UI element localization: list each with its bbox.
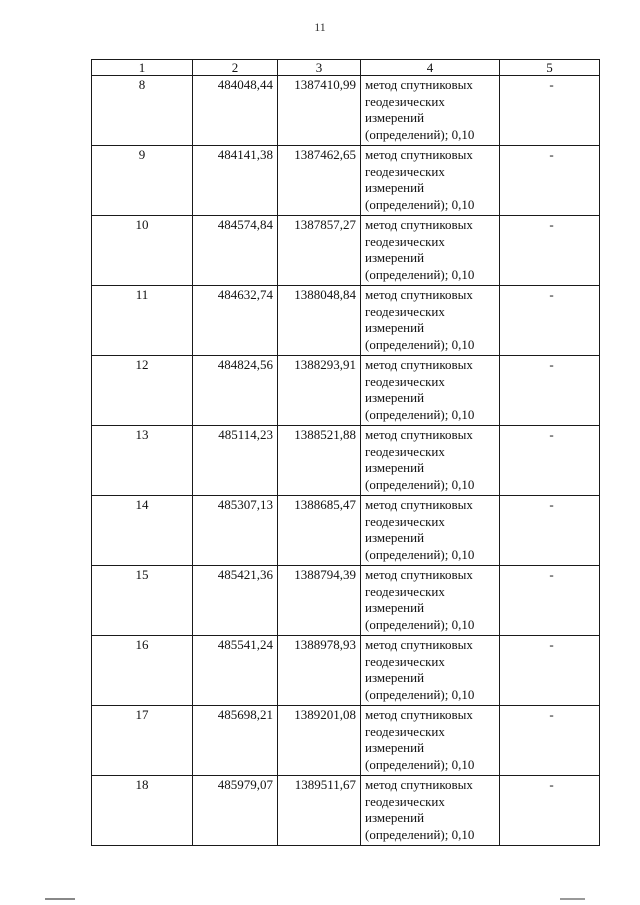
- method-cell: [361, 496, 500, 566]
- point-number-cell: 12: [92, 356, 193, 426]
- method-line: (определений); 0,10: [365, 686, 475, 702]
- method-line: метод спутниковых: [365, 427, 473, 442]
- note-cell: [500, 776, 600, 846]
- method-line: измерений: [365, 810, 425, 825]
- method-line: измерений: [365, 320, 425, 335]
- method-line: геодезических: [365, 653, 445, 669]
- y-coordinate-cell: 1388521,88: [278, 426, 361, 496]
- y-coordinate-cell: 1388293,91: [278, 356, 361, 426]
- note-dash: -: [549, 567, 554, 582]
- method-line: метод спутниковых: [365, 287, 473, 302]
- method-line: метод спутниковых: [365, 497, 473, 512]
- method-line: измерений: [365, 250, 425, 265]
- method-line: измерений: [365, 460, 425, 475]
- method-line: геодезических: [365, 793, 445, 809]
- header-col-4: 4: [361, 60, 500, 76]
- method-line: измерений: [365, 740, 425, 755]
- y-coordinate-cell: 1389201,08: [278, 706, 361, 776]
- method-cell: [361, 776, 500, 846]
- header-row: [92, 60, 600, 76]
- table-row: [92, 776, 600, 846]
- note-cell: [500, 496, 600, 566]
- note-dash: -: [549, 427, 554, 442]
- y-coordinate-cell: 1388978,93: [278, 636, 361, 706]
- point-number-cell: 18: [92, 776, 193, 846]
- header-col-1: 1: [92, 60, 193, 76]
- table-row: [92, 76, 600, 146]
- header-col-3: 3: [278, 60, 361, 76]
- method-line: метод спутниковых: [365, 77, 473, 92]
- method-line: (определений); 0,10: [365, 826, 475, 842]
- method-line: измерений: [365, 180, 425, 195]
- method-cell: [361, 566, 500, 636]
- y-coordinate-cell: 1389511,67: [278, 776, 361, 846]
- method-cell: [361, 216, 500, 286]
- y-coordinate-cell: 1387857,27: [278, 216, 361, 286]
- table-row: [92, 426, 600, 496]
- footer-mark-left: [45, 898, 75, 900]
- method-line: (определений); 0,10: [365, 756, 475, 772]
- coordinates-table: [91, 59, 600, 846]
- table-body: [92, 76, 600, 846]
- point-number-cell: 11: [92, 286, 193, 356]
- method-line: (определений); 0,10: [365, 616, 475, 632]
- x-coordinate-cell: 484632,74: [193, 286, 278, 356]
- table-row: [92, 286, 600, 356]
- method-cell: [361, 146, 500, 216]
- point-number-cell: 15: [92, 566, 193, 636]
- method-line: (определений); 0,10: [365, 476, 475, 492]
- x-coordinate-cell: 484048,44: [193, 76, 278, 146]
- header-col-5: 5: [500, 60, 600, 76]
- point-number-cell: 9: [92, 146, 193, 216]
- x-coordinate-cell: 484574,84: [193, 216, 278, 286]
- x-coordinate-cell: 485979,07: [193, 776, 278, 846]
- table-row: [92, 636, 600, 706]
- x-coordinate-cell: 485114,23: [193, 426, 278, 496]
- header-col-2: 2: [193, 60, 278, 76]
- note-cell: [500, 356, 600, 426]
- method-line: измерений: [365, 670, 425, 685]
- note-cell: [500, 76, 600, 146]
- method-cell: [361, 356, 500, 426]
- note-dash: -: [549, 147, 554, 162]
- table-row: [92, 216, 600, 286]
- method-cell: [361, 636, 500, 706]
- method-line: геодезических: [365, 443, 445, 459]
- method-line: (определений); 0,10: [365, 196, 475, 212]
- note-cell: [500, 216, 600, 286]
- x-coordinate-cell: 484824,56: [193, 356, 278, 426]
- method-line: метод спутниковых: [365, 637, 473, 652]
- note-cell: [500, 146, 600, 216]
- note-dash: -: [549, 217, 554, 232]
- method-cell: [361, 76, 500, 146]
- x-coordinate-cell: 484141,38: [193, 146, 278, 216]
- note-dash: -: [549, 707, 554, 722]
- method-line: (определений); 0,10: [365, 406, 475, 422]
- page-number: 11: [314, 20, 326, 34]
- y-coordinate-cell: 1388685,47: [278, 496, 361, 566]
- method-line: геодезических: [365, 583, 445, 599]
- note-dash: -: [549, 357, 554, 372]
- method-line: геодезических: [365, 93, 445, 109]
- footer-scan-marks: [0, 898, 640, 904]
- note-dash: -: [549, 497, 554, 512]
- method-line: измерений: [365, 600, 425, 615]
- method-line: геодезических: [365, 373, 445, 389]
- table-row: [92, 566, 600, 636]
- method-line: геодезических: [365, 303, 445, 319]
- point-number-cell: 16: [92, 636, 193, 706]
- method-cell: [361, 706, 500, 776]
- method-line: (определений); 0,10: [365, 336, 475, 352]
- x-coordinate-cell: 485421,36: [193, 566, 278, 636]
- method-line: геодезических: [365, 163, 445, 179]
- method-cell: [361, 286, 500, 356]
- table-header: [92, 60, 600, 76]
- note-dash: -: [549, 637, 554, 652]
- point-number-cell: 10: [92, 216, 193, 286]
- method-line: геодезических: [365, 513, 445, 529]
- table-row: [92, 146, 600, 216]
- note-dash: -: [549, 287, 554, 302]
- coordinates-table-container: [91, 59, 599, 846]
- method-line: метод спутниковых: [365, 567, 473, 582]
- method-line: (определений); 0,10: [365, 546, 475, 562]
- note-cell: [500, 286, 600, 356]
- note-dash: -: [549, 77, 554, 92]
- method-line: (определений); 0,10: [365, 126, 475, 142]
- note-cell: [500, 636, 600, 706]
- method-line: метод спутниковых: [365, 217, 473, 232]
- y-coordinate-cell: 1387410,99: [278, 76, 361, 146]
- method-line: измерений: [365, 390, 425, 405]
- method-line: метод спутниковых: [365, 357, 473, 372]
- method-line: измерений: [365, 110, 425, 125]
- point-number-cell: 17: [92, 706, 193, 776]
- method-line: метод спутниковых: [365, 147, 473, 162]
- table-row: [92, 356, 600, 426]
- method-line: метод спутниковых: [365, 777, 473, 792]
- footer-mark-right: [560, 898, 585, 900]
- method-cell: [361, 426, 500, 496]
- y-coordinate-cell: 1387462,65: [278, 146, 361, 216]
- x-coordinate-cell: 485698,21: [193, 706, 278, 776]
- method-line: геодезических: [365, 233, 445, 249]
- note-cell: [500, 706, 600, 776]
- method-line: геодезических: [365, 723, 445, 739]
- y-coordinate-cell: 1388794,39: [278, 566, 361, 636]
- y-coordinate-cell: 1388048,84: [278, 286, 361, 356]
- note-cell: [500, 566, 600, 636]
- table-row: [92, 706, 600, 776]
- method-line: измерений: [365, 530, 425, 545]
- point-number-cell: 13: [92, 426, 193, 496]
- note-dash: -: [549, 777, 554, 792]
- note-cell: [500, 426, 600, 496]
- method-line: (определений); 0,10: [365, 266, 475, 282]
- point-number-cell: 8: [92, 76, 193, 146]
- x-coordinate-cell: 485307,13: [193, 496, 278, 566]
- method-line: метод спутниковых: [365, 707, 473, 722]
- table-row: [92, 496, 600, 566]
- point-number-cell: 14: [92, 496, 193, 566]
- x-coordinate-cell: 485541,24: [193, 636, 278, 706]
